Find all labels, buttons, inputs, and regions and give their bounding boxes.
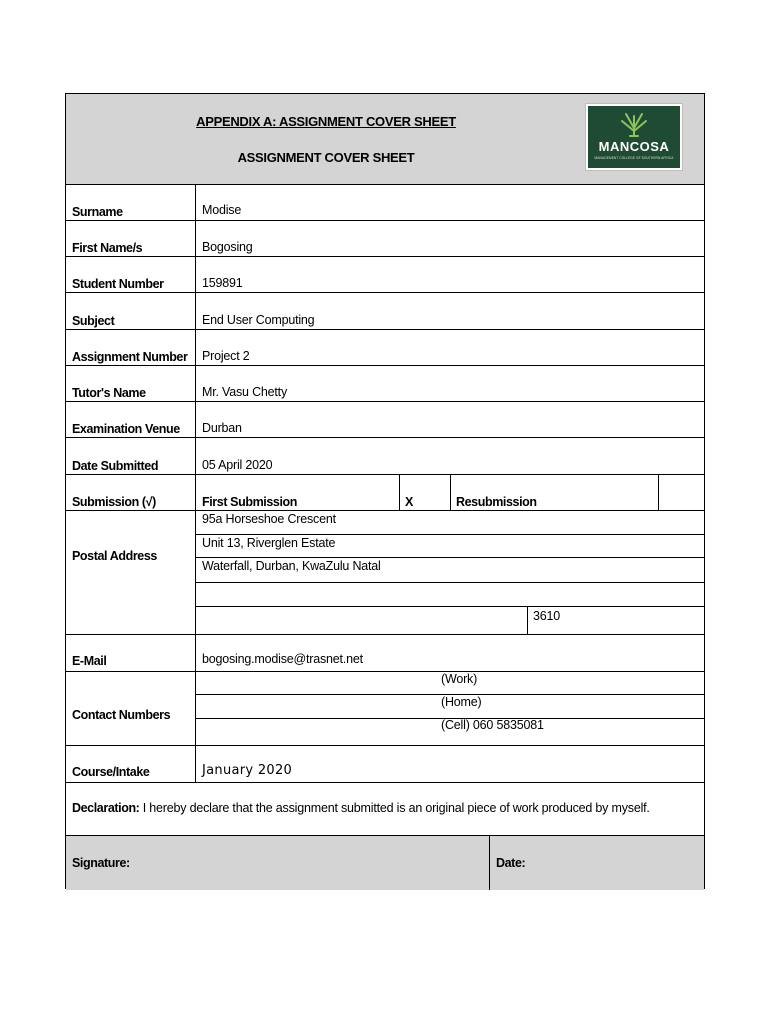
subject-label: Subject bbox=[72, 314, 115, 328]
first-name-value[interactable]: Bogosing bbox=[202, 240, 253, 254]
student-number-value[interactable]: 159891 bbox=[202, 276, 243, 290]
submission-label: Submission (√) bbox=[72, 495, 156, 509]
work-number-label[interactable]: (Work) bbox=[441, 672, 478, 686]
surname-label: Surname bbox=[72, 205, 123, 219]
declaration bbox=[72, 801, 650, 815]
declaration-label: Declaration: bbox=[72, 801, 140, 815]
declaration-text: I hereby declare that the assignment submitted is an original piece of work produced by myself. bbox=[139, 801, 650, 815]
postal-code-value[interactable]: 3610 bbox=[533, 609, 561, 623]
date-submitted-label: Date Submitted bbox=[72, 459, 159, 473]
appendix-title: APPENDIX A: ASSIGNMENT COVER SHEET bbox=[196, 114, 456, 129]
row-divider bbox=[66, 745, 704, 746]
cell-number-value[interactable]: (Cell) 060 5835081 bbox=[441, 718, 544, 732]
exam-venue-value[interactable]: Durban bbox=[202, 421, 242, 435]
palm-icon bbox=[588, 106, 680, 140]
logo-tagline: MANAGEMENT COLLEGE OF SOUTHERN AFRICA bbox=[594, 156, 674, 160]
header-banner bbox=[66, 94, 704, 185]
postal-line-divider bbox=[195, 582, 704, 583]
course-intake-value[interactable]: January 2020 bbox=[202, 763, 293, 778]
postal-line-divider bbox=[195, 557, 704, 558]
date-submitted-value[interactable]: 05 April 2020 bbox=[202, 458, 273, 472]
row-divider bbox=[66, 292, 704, 293]
logo-wordmark: MANCOSA bbox=[598, 139, 670, 154]
exam-venue-label: Examination Venue bbox=[72, 422, 180, 436]
row-divider bbox=[66, 510, 704, 511]
submission-divider bbox=[658, 474, 659, 510]
email-label: E-Mail bbox=[72, 654, 107, 668]
row-divider bbox=[66, 634, 704, 635]
contact-numbers-label: Contact Numbers bbox=[72, 708, 171, 722]
tutor-name-label: Tutor's Name bbox=[72, 386, 146, 400]
signature-divider bbox=[489, 836, 490, 890]
postal-code-divider bbox=[527, 606, 528, 634]
row-divider bbox=[66, 671, 704, 672]
submission-mark[interactable]: X bbox=[405, 495, 413, 509]
home-number-label[interactable]: (Home) bbox=[441, 695, 482, 709]
email-value[interactable]: bogosing.modise@trasnet.net bbox=[202, 652, 363, 666]
row-divider bbox=[66, 401, 704, 402]
first-submission-label: First Submission bbox=[202, 495, 298, 509]
student-number-label: Student Number bbox=[72, 277, 164, 291]
subject-value[interactable]: End User Computing bbox=[202, 313, 315, 327]
surname-value[interactable]: Modise bbox=[202, 203, 242, 217]
assignment-number-label: Assignment Number bbox=[72, 350, 188, 364]
postal-line[interactable]: Waterfall, Durban, KwaZulu Natal bbox=[202, 559, 381, 573]
assignment-cover-sheet bbox=[65, 93, 705, 889]
postal-line-divider bbox=[195, 534, 704, 535]
tutor-name-value[interactable]: Mr. Vasu Chetty bbox=[202, 385, 287, 399]
cover-sheet-title: ASSIGNMENT COVER SHEET bbox=[237, 150, 415, 165]
row-divider bbox=[66, 329, 704, 330]
row-divider bbox=[66, 474, 704, 475]
signature-label: Signature: bbox=[72, 856, 130, 870]
signature-row bbox=[66, 835, 704, 890]
postal-line-divider bbox=[195, 606, 704, 607]
date-label: Date: bbox=[496, 856, 526, 870]
row-divider bbox=[66, 437, 704, 438]
row-divider bbox=[66, 220, 704, 221]
row-divider bbox=[66, 365, 704, 366]
first-name-label: First Name/s bbox=[72, 241, 143, 255]
submission-divider bbox=[399, 474, 400, 510]
postal-line[interactable]: 95a Horseshoe Crescent bbox=[202, 512, 336, 526]
row-divider bbox=[66, 256, 704, 257]
postal-line[interactable]: Unit 13, Riverglen Estate bbox=[202, 536, 336, 550]
resubmission-checkbox[interactable] bbox=[662, 482, 702, 506]
label-column-divider bbox=[195, 184, 196, 782]
submission-divider bbox=[450, 474, 451, 510]
assignment-number-value[interactable]: Project 2 bbox=[202, 349, 250, 363]
course-intake-label: Course/Intake bbox=[72, 765, 150, 779]
mancosa-logo bbox=[586, 104, 682, 170]
row-divider bbox=[66, 782, 704, 783]
resubmission-label: Resubmission bbox=[456, 495, 537, 509]
postal-address-label: Postal Address bbox=[72, 549, 157, 563]
